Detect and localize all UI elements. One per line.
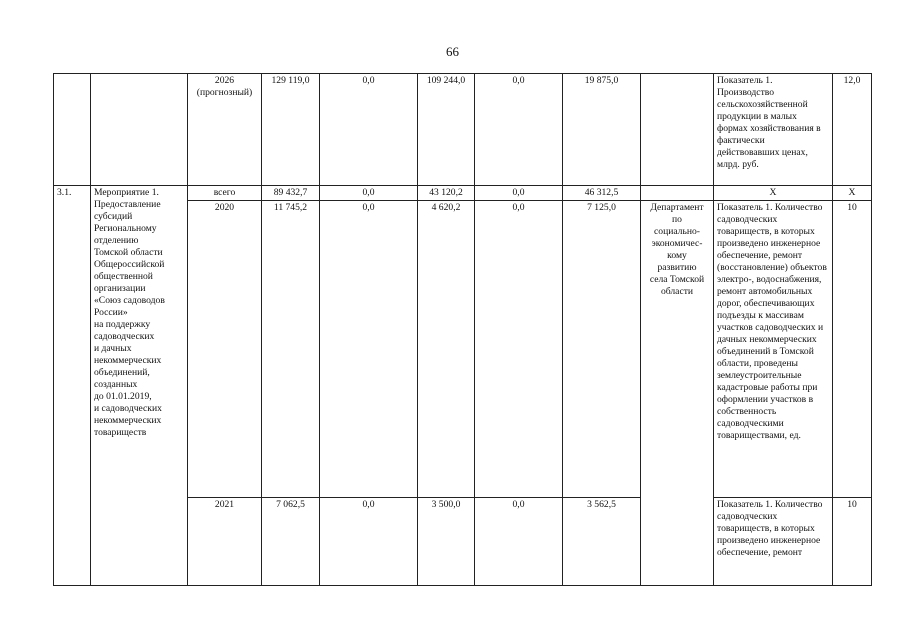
cell-executor xyxy=(641,74,714,186)
cell-local: 0,0 xyxy=(475,498,563,586)
cell-year: всего xyxy=(188,186,262,201)
cell-extra: 46 312,5 xyxy=(563,186,641,201)
cell-indicator: Показатель 1. Количество садоводческих товариществ, в которых произведено инженерное обеспечение, ремонт (восстановление) объектов электро-, водоснабжения, ремонт автомобильных дорог, обеспечивающих подъезды к массивам участков садоводческих и дачных некоммерческих объединений в Томской области, проведены землеустроительные кадастровые работы при оформлении участков в собственность садоводческими товариществами, ед. xyxy=(714,201,833,498)
cell-total: 89 432,7 xyxy=(262,186,320,201)
cell-extra: 3 562,5 xyxy=(563,498,641,586)
cell-extra: 7 125,0 xyxy=(563,201,641,498)
cell-regional: 43 120,2 xyxy=(418,186,475,201)
cell-federal: 0,0 xyxy=(320,201,418,498)
cell-value: 10 xyxy=(833,201,872,498)
cell-year: 2021 xyxy=(188,498,262,586)
cell-total: 129 119,0 xyxy=(262,74,320,186)
cell-local: 0,0 xyxy=(475,186,563,201)
cell-executor: Департамент по социально- экономичес- кому развитию села Томской области xyxy=(641,201,714,586)
cell-regional: 109 244,0 xyxy=(418,74,475,186)
cell-total: 11 745,2 xyxy=(262,201,320,498)
table-row-total xyxy=(54,186,872,201)
cell-regional: 3 500,0 xyxy=(418,498,475,586)
cell-total: 7 062,5 xyxy=(262,498,320,586)
cell-federal: 0,0 xyxy=(320,74,418,186)
cell-number xyxy=(54,74,91,186)
table-row-2026 xyxy=(54,74,872,186)
cell-extra: 19 875,0 xyxy=(563,74,641,186)
cell-year: 2026 (прогнозный) xyxy=(188,74,262,186)
cell-number: 3.1. xyxy=(54,186,91,586)
cell-value: 12,0 xyxy=(833,74,872,186)
cell-measure: Мероприятие 1. Предоставление субсидий Региональному отделению Томской области Общероссийской общественной организации «Союз садоводов России» на поддержку садоводческих и дачных некоммерческих объединений, созданных до 01.01.2019, и садоводческих некоммерческих товариществ xyxy=(91,186,188,586)
cell-year: 2020 xyxy=(188,201,262,498)
cell-indicator: Показатель 1. Производство сельскохозяйственной продукции в малых формах хозяйствования в фактически действовавших ценах, млрд. руб. xyxy=(714,74,833,186)
cell-value: X xyxy=(833,186,872,201)
cell-measure xyxy=(91,74,188,186)
cell-indicator: X xyxy=(714,186,833,201)
cell-federal: 0,0 xyxy=(320,186,418,201)
cell-federal: 0,0 xyxy=(320,498,418,586)
cell-value: 10 xyxy=(833,498,872,586)
program-table xyxy=(53,73,872,586)
cell-executor xyxy=(641,186,714,201)
cell-indicator: Показатель 1. Количество садоводческих товариществ, в которых произведено инженерное обеспечение, ремонт xyxy=(714,498,833,586)
cell-regional: 4 620,2 xyxy=(418,201,475,498)
cell-local: 0,0 xyxy=(475,74,563,186)
page-number: 66 xyxy=(446,44,459,59)
cell-local: 0,0 xyxy=(475,201,563,498)
